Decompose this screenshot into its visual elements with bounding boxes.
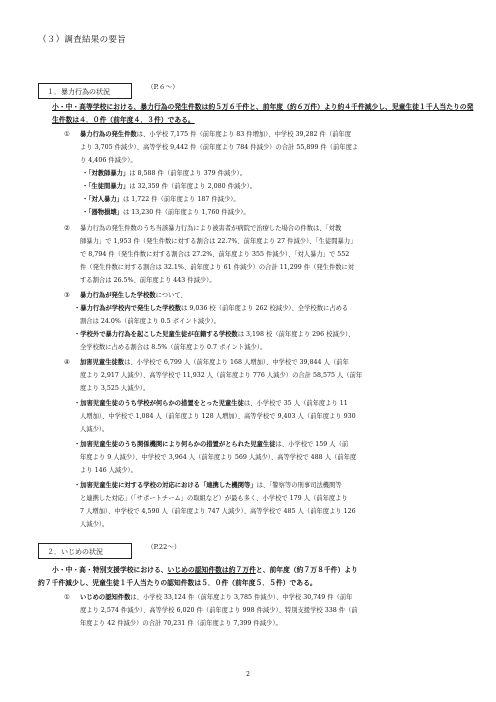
s1-p3-sub-bold: ・学校外で暴力行為を起こした児童生徒が在籍する学校数 [74, 331, 238, 338]
s1-p4-sub: は、「警察等の刑事司法機関等 [256, 482, 342, 489]
s1-p1-sub-bold: ・「器物損壊」 [82, 209, 123, 216]
s2-paragraph-1 [64, 591, 480, 630]
s1-p4-sub: は、小学校で 35 人（前年度より 11 [243, 400, 348, 407]
s1-p3-sub: は 9,036 校（前年度より 262 校減少）、全学校数に占める [181, 305, 349, 312]
s1-p1-sub: は 8,588 件（前年度より 379 件減少）。 [129, 170, 246, 177]
s2-p1-line: は、小学校 33,124 件（前年度より 3,785 件減少）、中学校 30,749 件（前年 [130, 594, 353, 601]
s2-lead-line2: 約７千件減少し、児童生徒１千人当たりの認知件数は５．０件（前年度５．５件）である。 [38, 579, 317, 587]
s1-p1-sub-bold: ・「対人暴力」 [82, 196, 123, 203]
section1-title: １．暴力行為の状況 [38, 83, 132, 99]
s1-p4-sub: は、小学校で 159 人（前 [275, 441, 349, 448]
s1-p4-sub: より 146 人減少）。 [80, 467, 137, 474]
s1-p2-line: する割合は 26.5%、前年度より 443 件減少）。 [80, 277, 216, 284]
s1-p2-line: 件（発生件数に対する割合は 32.1%、前年度より 61 件減少）の合計 11,299 件（発生件数に対 [80, 264, 355, 271]
s1-p4-sub: 人減少）。 [80, 521, 109, 528]
s1-p4-num: ④ [64, 359, 70, 366]
s1-p3-rest: について、 [155, 292, 187, 299]
s1-p1-line: り 4,406 件減少）。 [80, 157, 137, 164]
page-number: 2 [246, 671, 250, 678]
section1-header [38, 79, 478, 99]
s1-p1-sub-bold: ・「対教師暴力」 [82, 170, 130, 177]
s1-p4-sub: 人増加）、中学校で 1,084 人（前年度より 128 人増加）、高等学校で 9,403 人（前年度より 930 [80, 413, 356, 420]
section2-ref: （P.22～） [147, 543, 181, 551]
s1-p1-sub: は 1,722 件（前年度より 187 件減少）。 [122, 196, 240, 203]
s1-p1-num: ① [64, 131, 70, 138]
s1-p1-line: より 3,705 件減少）、高等学校 9,442 件（前年度より 784 件減少）の合計 55,899 件（前年度よ [80, 144, 359, 151]
s1-p4-bold: 加害児童生徒数 [80, 359, 125, 366]
s1-p1-line: は、小学校 7,175 件（前年度より 83 件増加）、中学校 39,282 件（前年度 [136, 131, 352, 138]
s1-p4-sub-bold: ・加害児童生徒のうち学校が何らかの措置をとった児童生徒 [74, 400, 244, 407]
s1-p1-sub-bold: ・「生徒間暴力」 [82, 183, 130, 190]
s1-p4-line: 度より 2,917 人減少）、高等学校で 11,932 人（前年度より 776 人減少）の合計 58,575 人（前年 [80, 372, 363, 379]
s1-paragraph-1 [64, 128, 480, 219]
s1-p4-sub: と連携した対応」（「サポートチーム」の取組など）が最も多く、小学校で 179 人（前年度より [80, 495, 348, 502]
s1-p3-bold: 暴力行為が発生した学校数 [80, 292, 156, 299]
section1-ref: （P.６～） [147, 83, 179, 91]
page-heading: （３）調査結果の要旨 [38, 35, 127, 45]
section2-lead [38, 564, 478, 590]
s1-p1-bold: 暴力行為の発生件数 [80, 131, 137, 138]
s1-paragraph-3 [64, 289, 480, 354]
section1-lead-text: 小・中・高等学校における、暴力行為の発生件数は約５万６千件と、前年度（約６万件）より約４千件減少し、児童生徒１千人当たりの発生件数は４．０件（前年度４．３件）である。 [52, 103, 474, 124]
s1-p4-sub: 7 人増加）、中学校で 4,590 人（前年度より 747 人減少）、高等学校で 485 人（前年度より 126 [80, 508, 356, 515]
section2-header [38, 539, 478, 559]
s2-p1-num: ① [64, 594, 70, 601]
s2-p1-line: 年度より 42 件減少）の合計 70,231 件（前年度より 7,399 件減少）。 [80, 620, 282, 627]
s1-p3-sub: は 3,198 校（前年度より 296 校減少）、 [237, 331, 355, 338]
s1-p3-sub: 全学校数に占める割合は 8.5%（前年度より 0.7 ポイント減少）。 [80, 344, 267, 351]
s1-p2-line: 暴力行為の発生件数のうち当該暴力行為により被害者が病院で治療した場合の件数は、「対教 [80, 225, 342, 232]
s1-p1-sub: は 32,359 件（前年度より 2,080 件減少）。 [129, 183, 257, 190]
s2-lead-underline: いじめの認知件数は約７万件 [167, 566, 256, 574]
s1-p4-sub-bold: ・加害児童生徒のうち関係機関により何らかの措置がとられた児童生徒 [74, 441, 276, 448]
s1-p2-num: ② [64, 225, 70, 232]
s2-lead-b: と、前年度（約７万８千件）より [255, 566, 358, 574]
s1-p4-line: 度より 3,525 人減少）。 [80, 385, 150, 392]
s1-paragraph-4 [64, 356, 480, 531]
s1-p3-sub: 割合は 24.0%（前年度より 0.5 ポイント減少）。 [80, 318, 220, 325]
s1-p3-sub-bold: ・暴力行為が学校内で発生した学校数 [74, 305, 182, 312]
s1-paragraph-2 [64, 222, 480, 287]
s1-p4-line: は、小学校で 6,799 人（前年度より 168 人増加）、中学校で 39,844 人（前年 [124, 359, 349, 366]
section1-lead [52, 101, 477, 127]
s1-p3-num: ③ [64, 292, 70, 299]
s2-p1-bold: いじめの認知件数 [80, 594, 131, 601]
s1-p4-sub: 年度より 9 人減少）、中学校で 3,964 人（前年度より 569 人減少）、高等学校で 488 人（前年度 [80, 454, 357, 461]
s1-p1-sub: は 13,230 件（前年度より 1,760 件減少）。 [122, 209, 250, 216]
s2-lead-a: 小・中・高・特別支援学校における、 [52, 566, 168, 574]
s1-p2-line: で 8,794 件（発生件数に対する割合は 27.2%、前年度より 355 件減少）、「対人暴力」で 552 [80, 251, 350, 258]
s2-p1-line: 度より 2,574 件減少）、高等学校 6,020 件（前年度より 998 件減少）、特別支援学校 338 件（前 [80, 607, 358, 614]
s1-p2-line: 師暴力」で 1,953 件（発生件数に対する割合は 22.7%、前年度より 27 件減少）、「生徒間暴力」 [80, 238, 357, 245]
s1-p4-sub: 人減少）。 [80, 426, 109, 433]
s1-p4-sub-bold: ・加害児童生徒に対する学校の対応における「連携した機関等」 [74, 482, 257, 489]
section2-title: ２．いじめの状況 [38, 543, 132, 559]
